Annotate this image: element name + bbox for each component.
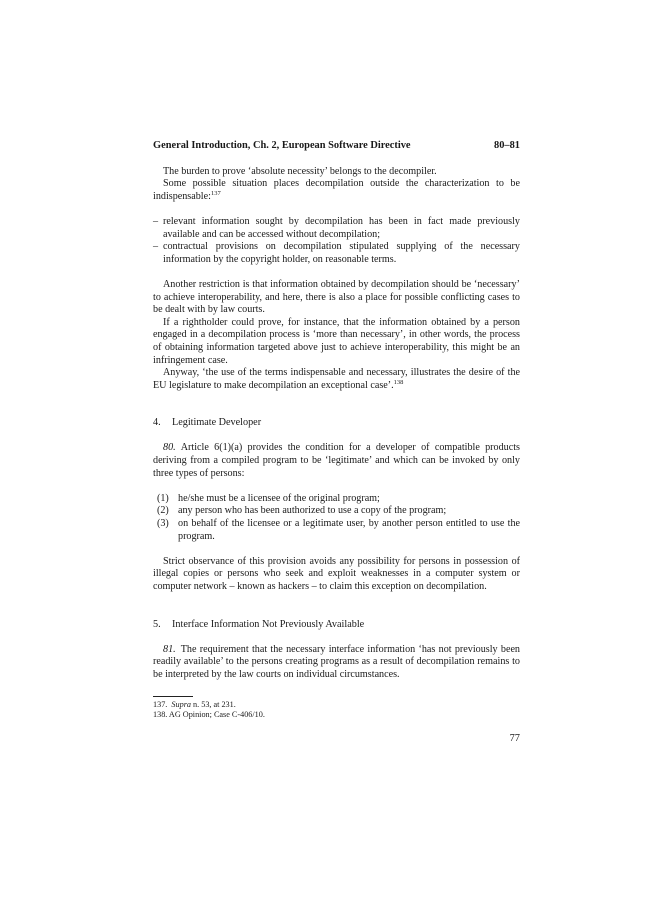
paragraph-80-text: Article 6(1)(a) provides the condition for a developer of compatible products deriving from a compiled program to be ‘legitimate’ and which can be invoked by only three types of persons: [153, 442, 520, 479]
section-title: Interface Information Not Previously Available [172, 618, 365, 630]
page-number: 77 [509, 732, 520, 744]
list-item [153, 493, 520, 506]
list-dash: – [153, 241, 159, 253]
paragraph-81-text: The requirement that the necessary interface information ‘has not previously been readily available’ to the persons creating programs as a result of decompilation remains to be interpreted by the law courts on individual circumstances. [153, 643, 520, 680]
list-item [153, 505, 520, 518]
running-title: General Introduction, Ch. 2, European Software Directive [153, 140, 411, 151]
anyway-paragraph-text: Anyway, ‘the use of the terms indispensable and necessary, illustrates the desire of the EU legislature to make decompilation an exceptional case’. [153, 367, 520, 391]
footnote-ref-137[interactable]: 137 [210, 189, 221, 197]
list-item [153, 216, 520, 241]
section-number: 5. [153, 618, 161, 630]
person-types-list [153, 493, 520, 543]
list-item [153, 241, 520, 266]
list-item-text: relevant information sought by decompilation has been in fact made previously available and can be accessed without decompilation; [163, 215, 520, 240]
intro-paragraph-2 [153, 178, 520, 203]
anyway-paragraph [153, 367, 520, 392]
footnote-number: 137. [153, 699, 168, 709]
footnote-rule [153, 696, 193, 697]
paragraph-number: 81. [163, 643, 176, 655]
list-item-text: any person who has been authorized to use a copy of the program; [178, 505, 447, 517]
footnote-138: 138. AG Opinion; Case C-406/10. [153, 710, 265, 720]
paragraph-80 [153, 442, 520, 480]
list-item [153, 518, 520, 543]
paragraph-number: 80. [163, 442, 176, 454]
list-item-text: he/she must be a licensee of the original program; [178, 492, 380, 504]
book-page [153, 140, 520, 745]
strict-observance-paragraph: Strict observance of this provision avoids any possibility for persons in possession of illegal copies or persons who seek and exploit weaknesses in a computer system or computer network – known as hackers – to claim this exception on decompilation. [153, 555, 520, 592]
list-number: (2) [157, 505, 169, 517]
restriction-paragraph: Another restriction is that information obtained by decompilation should be ‘necessary’ to achieve interoperability, and here, there is also a place for possible conflicting cases to be dealt with by law courts. [153, 278, 520, 316]
paragraph-range: 80–81 [494, 140, 520, 151]
list-item-text: contractual provisions on decompilation stipulated supplying of the necessary information by the copyright holder, on reasonable terms. [163, 241, 520, 265]
section-5-heading [153, 619, 520, 632]
rightholder-paragraph: If a rightholder could prove, for instance, that the information obtained by a person engaged in a decompilation process is ‘more than necessary’, in other words, the process of obtaining information targeted above just to achieve interoperability, this might be an infringement case. [153, 316, 520, 366]
list-dash: – [153, 215, 159, 227]
footnote-text: n. 53, at 231. [190, 699, 236, 709]
footnote-137 [153, 700, 520, 711]
list-number: (1) [157, 492, 169, 504]
list-number: (3) [157, 518, 169, 530]
section-number: 4. [153, 417, 161, 429]
paragraph-81 [153, 644, 520, 682]
footnote-ref-138[interactable]: 138 [393, 378, 404, 386]
section-4-heading [153, 417, 520, 430]
footnote-italic: Supra [171, 699, 191, 709]
section-title: Legitimate Developer [172, 417, 262, 429]
list-item-text: on behalf of the licensee or a legitimate user, by another person entitled to use the program. [178, 518, 520, 542]
indispensable-exceptions-list [153, 216, 520, 266]
intro-paragraph-1: The burden to prove ‘absolute necessity’ belongs to the decompiler. [163, 165, 437, 177]
intro-paragraph-2-text: Some possible situation places decompilation outside the characterization to be indispensable: [153, 178, 520, 202]
running-header [153, 140, 520, 153]
